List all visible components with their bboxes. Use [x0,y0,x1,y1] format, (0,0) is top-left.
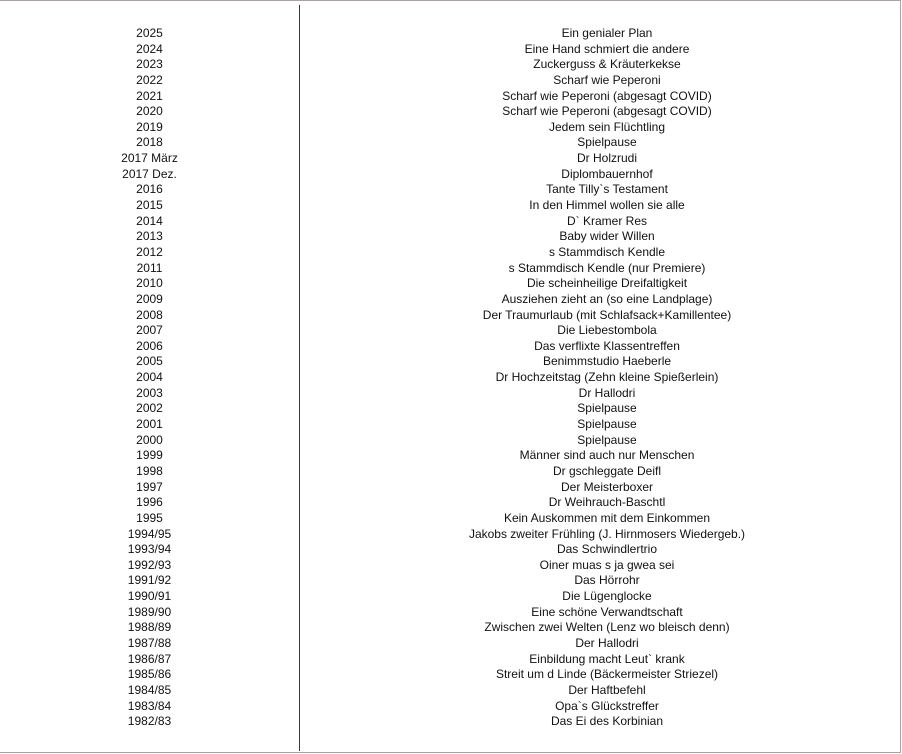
year-cell: 2011 [136,260,163,275]
column-divider [299,5,300,751]
year-cell: 2016 [136,182,163,197]
year-cell: 2025 [136,26,163,40]
title-cell: In den Himmel wollen sie alle [529,198,685,213]
year-cell: 2015 [136,198,163,213]
year-cell: 1991/92 [127,573,172,588]
title-cell: Jakobs zweiter Frühling (J. Hirnmosers Wiedergeb.) [468,526,746,541]
title-cell: Männer sind auch nur Menschen [519,448,695,463]
title-cell: Die scheinheilige Dreifaltigkeit [526,276,688,291]
year-cell: 1994/95 [127,526,172,541]
title-cell: Dr Hallodri [578,385,636,400]
year-cell: 1990/91 [127,589,172,604]
title-cell: Dr Hochzeitstag (Zehn kleine Spießerlein) [495,370,719,385]
year-cell: 2023 [136,57,163,72]
title-cell: Scharf wie Peperoni (abgesagt COVID) [502,88,712,103]
year-cell: 2000 [136,432,163,447]
title-cell: Das Ei des Korbinian [550,714,664,729]
title-cell: Scharf wie Peperoni [553,72,661,87]
title-cell: s Stammdisch Kendle [548,244,666,259]
year-cell: 2002 [136,401,163,416]
year-cell: 1989/90 [127,604,172,619]
year-cell: 2017 Dez. [122,166,177,181]
title-cell: Der Traumurlaub (mit Schlafsack+Kamillentee) [482,307,732,322]
title-cell: Der Hallodri [575,635,639,650]
title-cell: Baby wider Willen [559,229,655,244]
year-cell: 1992/93 [127,557,172,572]
title-cell: Scharf wie Peperoni (abgesagt COVID) [502,104,712,119]
year-cell: 2022 [136,72,163,87]
title-cell: Zuckerguss & Kräuterkekse [533,57,681,72]
year-cell: 2008 [136,307,163,322]
title-cell: Jedem sein Flüchtling [548,119,666,134]
title-cell: Diplombauernhof [561,166,653,181]
title-cell: Einbildung macht Leut` krank [529,651,685,666]
title-cell: Dr Holzrudi [576,151,637,166]
title-cell: Dr Weihrauch-Baschtl [548,495,666,510]
year-cell: 2024 [136,41,163,56]
year-cell: 2017 März [121,151,178,166]
year-cell: 2003 [136,385,163,400]
year-cell: 2012 [136,244,163,259]
year-cell: 2019 [136,119,163,134]
title-cell: Streit um d Linde (Bäckermeister Striezel) [495,667,719,682]
title-cell: Ein genialer Plan [561,26,653,40]
year-cell: 2007 [136,323,163,338]
title-cell: Eine schöne Verwandtschaft [531,604,683,619]
title-cell: Spielpause [577,401,637,416]
year-cell: 2004 [136,370,163,385]
year-cell: 1995 [136,510,163,525]
title-cell: Das Schwindlertrio [556,542,658,557]
year-cell: 1983/84 [127,698,172,713]
title-cell: Das Hörrohr [574,573,640,588]
title-cell: s Stammdisch Kendle (nur Premiere) [508,260,706,275]
year-cell: 2020 [136,104,163,119]
year-cell: 1984/85 [127,682,172,697]
title-cell: Benimmstudio Haeberle [542,354,672,369]
year-cell: 2018 [136,135,163,150]
title-cell: Zwischen zwei Welten (Lenz wo bleisch denn) [484,620,730,635]
year-cell: 2013 [136,229,163,244]
year-cell: 2006 [136,338,163,353]
title-cell: Spielpause [577,417,637,432]
title-cell: Eine Hand schmiert die andere [524,41,690,56]
title-cell: Kein Auskommen mit dem Einkommen [503,510,711,525]
year-cell: 1999 [136,448,163,463]
title-cell: Oiner muas s ja gwea sei [539,557,675,572]
year-cell: 2010 [136,276,163,291]
title-cell: Opa`s Glückstreffer [555,698,659,713]
title-cell: Tante Tilly`s Testament [546,182,668,197]
title-cell: Die Liebestombola [557,323,657,338]
title-cell: Spielpause [577,135,637,150]
title-cell: D` Kramer Res [566,213,647,228]
year-cell: 2005 [136,354,163,369]
year-cell: 1996 [136,495,163,510]
title-cell: Spielpause [577,432,637,447]
title-cell: Das verflixte Klassentreffen [534,338,680,353]
year-cell: 2014 [136,213,163,228]
title-cell: Die Lügenglocke [562,589,652,604]
title-cell: Der Haftbefehl [568,682,646,697]
year-cell: 1982/83 [127,714,172,729]
year-cell: 1998 [136,463,163,478]
year-cell: 1993/94 [127,542,172,557]
year-cell: 1997 [136,479,163,494]
title-cell: Der Meisterboxer [560,479,654,494]
title-column [312,26,902,730]
year-cell: 2009 [136,291,163,306]
year-cell: 2021 [136,88,163,103]
year-cell: 1988/89 [127,620,172,635]
year-cell: 1985/86 [127,667,172,682]
title-cell: Ausziehen zieht an (so eine Landplage) [501,291,713,306]
year-cell: 1987/88 [127,635,172,650]
year-cell: 2001 [136,417,163,432]
title-cell: Dr gschleggate Deifl [552,463,662,478]
year-column [0,26,299,730]
year-cell: 1986/87 [127,651,172,666]
